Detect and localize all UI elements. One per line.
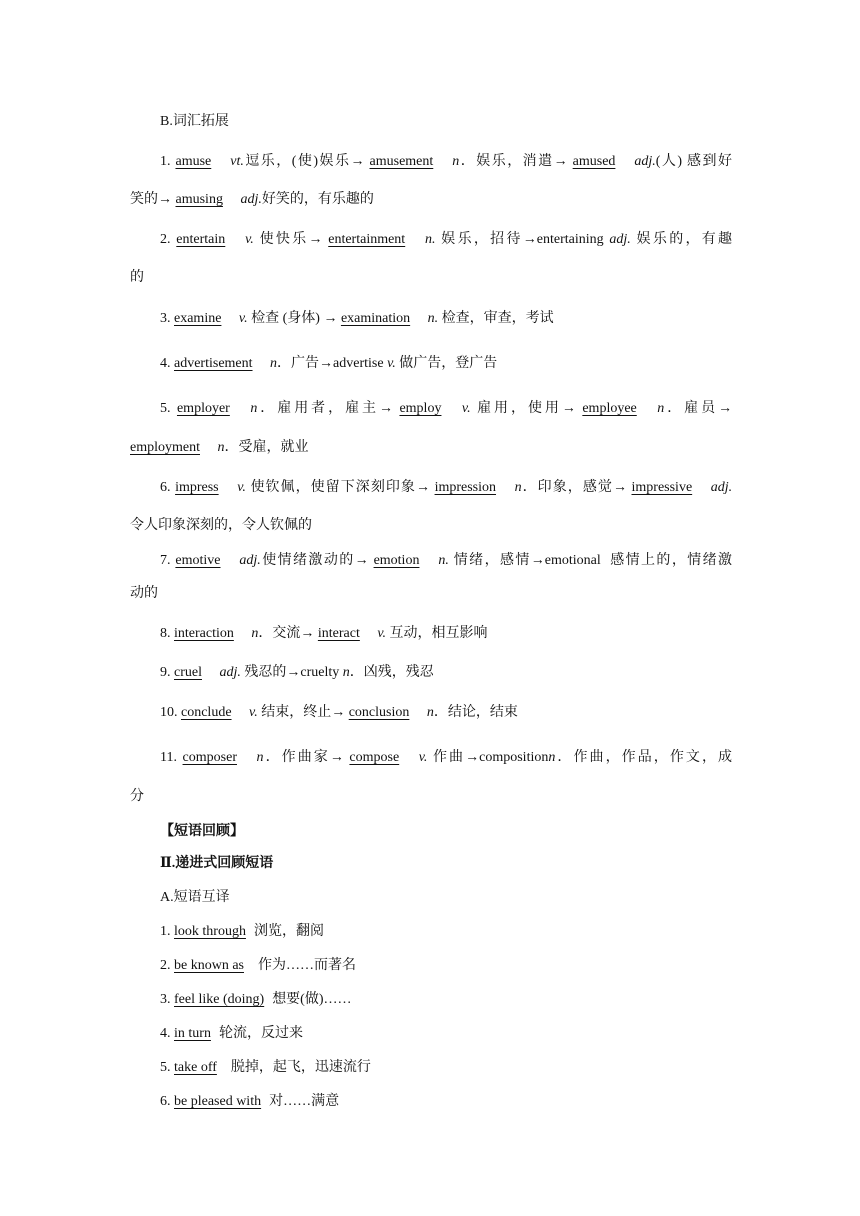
derived-word: impression [434, 480, 497, 495]
derived-word: examination [340, 311, 411, 326]
vocab-word: advertisement [174, 356, 253, 371]
phrase-text: take off [174, 1060, 217, 1075]
vocab-word: impress [175, 480, 219, 495]
vocab-word: employer [176, 401, 230, 416]
vocab-item-1: 1. amuse vt.逗乐，(使)娱乐→ amusement n．娱乐，消遣→ amused adj.(人) 感到好 [160, 154, 733, 169]
vocab-item-11: 11. composer n．作曲家→ compose v. 作曲→compositionn．作曲，作品，作文，成 [160, 750, 733, 765]
vocab-word: conclude [181, 705, 232, 720]
phrase-subheader: Ⅱ.递进式回顾短语 [160, 856, 274, 871]
phrase-item-4: 4. in turn 轮流，反过来 [160, 1026, 303, 1041]
derived-word: impressive [631, 480, 693, 495]
vocab-word: interaction [174, 626, 234, 641]
derived-word: entertainment [328, 232, 406, 247]
vocab-item-8: 8. interaction n．交流→ interact v. 互动，相互影响 [160, 626, 488, 641]
vocab-item-11-cont: 分 [130, 789, 144, 804]
vocab-word: amuse [175, 154, 212, 169]
derived-word: amusement [369, 154, 434, 169]
phrase-text: be known as [174, 958, 244, 973]
phrase-section-header: 【短语回顾】 [160, 824, 244, 839]
derived-word: employment [130, 440, 200, 455]
vocab-item-2-cont: 的 [130, 270, 144, 285]
derived-word: amused [572, 154, 616, 169]
phrase-part-title: A.短语互译 [160, 890, 230, 905]
phrase-item-3: 3. feel like (doing) 想要(做)…… [160, 992, 352, 1007]
vocab-item-9: 9. cruel adj. 残忍的→cruelty n．凶残，残忍 [160, 665, 434, 680]
vocab-item-7-cont: 动的 [130, 586, 158, 601]
derived-word: conclusion [348, 705, 410, 720]
vocab-word: composer [182, 750, 237, 765]
phrase-text: in turn [174, 1026, 211, 1041]
phrase-item-6: 6. be pleased with 对……满意 [160, 1094, 340, 1109]
derived-word: employee [582, 401, 637, 416]
phrase-text: be pleased with [174, 1094, 262, 1109]
section-title: B.词汇拓展 [160, 114, 229, 129]
phrase-item-5: 5. take off 脱掉，起飞，迅速流行 [160, 1060, 371, 1075]
vocab-item-4: 4. advertisement n．广告→advertise v. 做广告，登广告 [160, 356, 498, 371]
derived-word: employ [399, 401, 442, 416]
vocab-item-6: 6. impress v. 使钦佩，使留下深刻印象→ impression n．印象，感觉→ impressive adj. [160, 480, 733, 495]
derived-word: compose [349, 750, 400, 765]
vocab-item-1-cont: 笑的→ amusing adj.好笑的，有乐趣的 [130, 192, 374, 207]
phrase-item-1: 1. look through 浏览，翻阅 [160, 924, 324, 939]
vocab-item-2: 2. entertain v. 使快乐→ entertainment n. 娱乐，招待→entertaining adj. 娱乐的，有趣 [160, 232, 733, 247]
vocab-word: examine [174, 311, 222, 326]
vocab-item-10: 10. conclude v. 结束，终止→ conclusion n．结论，结束 [160, 705, 518, 720]
vocab-item-6-cont: 令人印象深刻的，令人钦佩的 [130, 518, 312, 533]
phrase-text: look through [174, 924, 246, 939]
vocab-word: cruel [174, 665, 202, 680]
vocab-item-5: 5. employer n．雇用者，雇主→ employ v. 雇用，使用→ employee n．雇员→ [160, 401, 733, 416]
derived-word: emotion [373, 553, 420, 568]
vocab-item-5-cont: employment n．受雇，就业 [130, 440, 309, 455]
vocab-item-3: 3. examine v. 检查 (身体) → examination n. 检查，审查，考试 [160, 311, 554, 326]
derived-word: amusing [175, 192, 223, 207]
vocab-word: emotive [175, 553, 221, 568]
phrase-text: feel like (doing) [174, 992, 265, 1007]
derived-word: interact [317, 626, 360, 641]
vocab-word: entertain [176, 232, 226, 247]
vocab-item-7: 7. emotive adj.使情绪激动的→ emotion n. 情绪，感情→emotional 感情上的，情绪激 [160, 553, 733, 568]
phrase-item-2: 2. be known as 作为……而著名 [160, 958, 356, 973]
